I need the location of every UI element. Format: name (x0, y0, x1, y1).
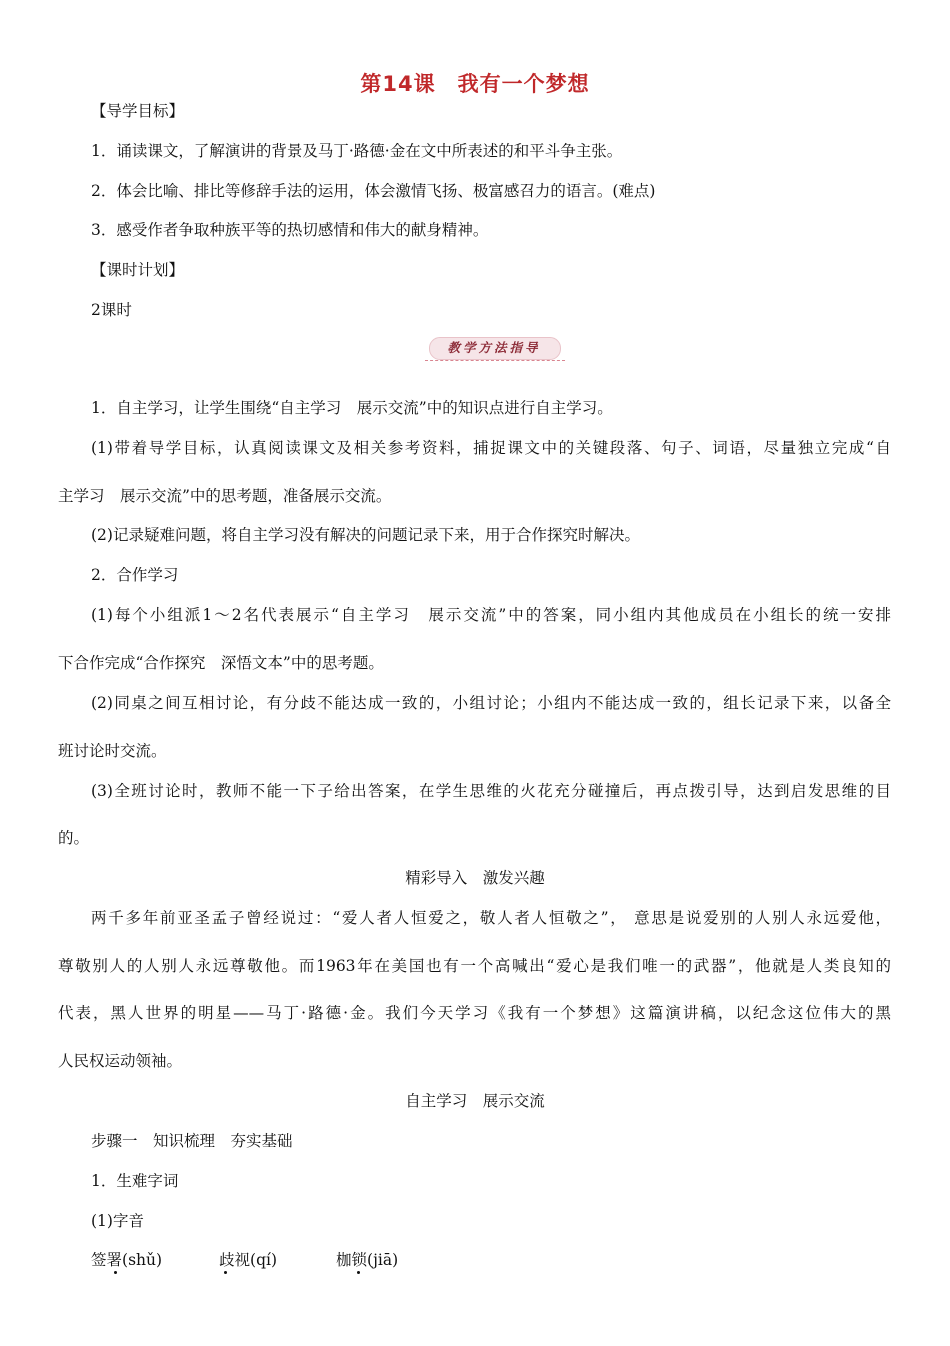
banner-underline (425, 360, 565, 361)
word-text: 签署 (91, 1251, 123, 1269)
method-1-2: (2)记录疑难问题，将自主学习没有解决的问题记录下来，用于合作探究时解决。 (91, 526, 640, 544)
word-text: 歧视 (219, 1251, 251, 1269)
method-1: 1．自主学习，让学生围绕“自主学习 展示交流”中的知识点进行自主学习。 (91, 399, 613, 417)
emphasis-dot (114, 1271, 117, 1274)
word-text: 枷锁 (336, 1251, 368, 1269)
word-pinyin: (jiā) (367, 1251, 399, 1269)
method-banner (425, 336, 565, 362)
self-study-heading: 自主学习 展示交流 (405, 1092, 545, 1110)
intro-line-3: 代表，黑人世界的明星——马丁·路德·金。我们今天学习《我有一个梦想》这篇演讲稿，以纪念这位伟大的黑 (58, 1004, 891, 1022)
method-2-2-line-b: 班讨论时交流。 (58, 742, 167, 760)
goal-1: 1．诵读课文，了解演讲的背景及马丁·路德·金在文中所表述的和平斗争主张。 (91, 142, 623, 160)
goal-2: 2．体会比喻、排比等修辞手法的运用，体会激情飞扬、极富感召力的语言。(难点) (91, 182, 656, 200)
guide-heading: 【导学目标】 (91, 102, 185, 120)
plan-heading: 【课时计划】 (91, 261, 185, 279)
method-2-2-line-a: (2)同桌之间互相讨论，有分歧不能达成一致的，小组讨论；小组内不能达成一致的，组长记录下来，以备全 (91, 694, 891, 712)
word-entry (336, 1249, 398, 1271)
word-entry (91, 1249, 162, 1271)
banner-label: 教学方法指导 (447, 340, 541, 355)
emphasis-dot (357, 1271, 360, 1274)
method-1-1-line-a: (1)带着导学目标，认真阅读课文及相关参考资料，捕捉课文中的关键段落、句子、词语，尽量独立完成“自 (91, 439, 891, 457)
plan-value: 2课时 (91, 301, 132, 319)
method-2-1-line-b: 下合作完成“合作探究 深悟文本”中的思考题。 (58, 654, 384, 672)
intro-line-4: 人民权运动领袖。 (58, 1052, 183, 1070)
intro-line-1: 两千多年前亚圣孟子曾经说过：“爱人者人恒爱之，敬人者人恒敬之”， 意思是说爱别的人别人永远爱他， (91, 909, 891, 927)
word-pinyin: (qí) (250, 1251, 277, 1269)
method-2-1-line-a: (1)每个小组派1～2名代表展示“自主学习 展示交流”中的答案，同小组内其他成员在小组长的统一安排 (91, 606, 891, 624)
intro-line-2: 尊敬别人的人别人永远尊敬他。而1963年在美国也有一个高喊出“爱心是我们唯一的武器”，他就是人类良知的 (58, 957, 891, 975)
word-pinyin: (shǔ) (122, 1251, 163, 1269)
item-1: 1．生难字词 (91, 1172, 179, 1190)
step-1: 步骤一 知识梳理 夯实基础 (91, 1132, 293, 1150)
method-2: 2．合作学习 (91, 566, 179, 584)
goal-3: 3．感受作者争取种族平等的热切感情和伟大的献身精神。 (91, 221, 489, 239)
method-2-3-line-b: 的。 (58, 829, 90, 847)
page-title: 第14课 我有一个梦想 (360, 72, 590, 96)
method-2-3-line-a: (3)全班讨论时，教师不能一下子给出答案，在学生思维的火花充分碰撞后，再点拨引导，达到启发思维的目 (91, 782, 891, 800)
word-entry (219, 1249, 277, 1271)
emphasis-dot (224, 1271, 227, 1274)
intro-heading: 精彩导入 激发兴趣 (405, 869, 545, 887)
item-1-1: (1)字音 (91, 1212, 144, 1230)
method-1-1-line-b: 主学习 展示交流”中的思考题，准备展示交流。 (58, 487, 392, 505)
